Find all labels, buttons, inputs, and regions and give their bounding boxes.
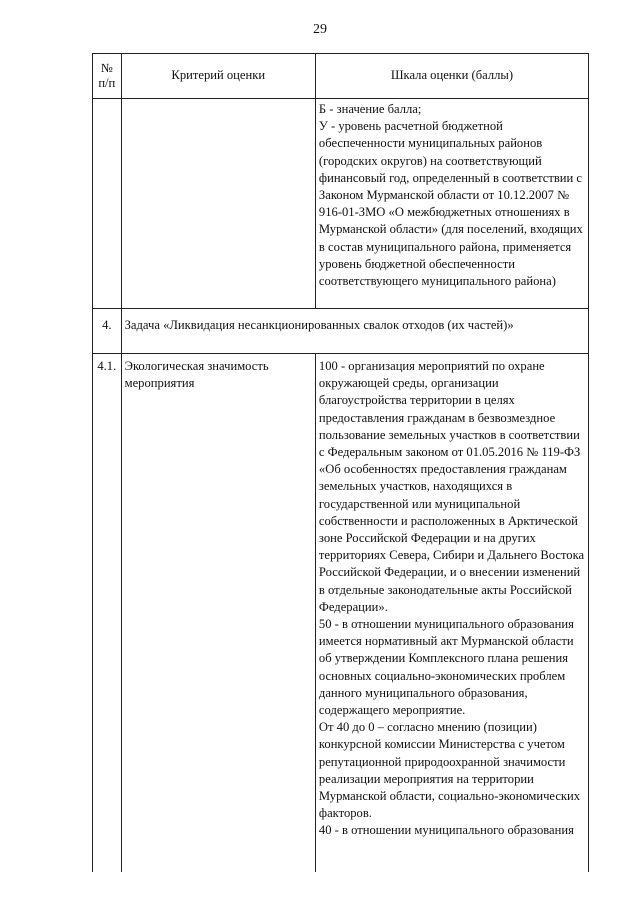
task-title: Задача «Ликвидация несанкционированных свалок отходов (их частей)» xyxy=(121,309,588,354)
scale-continuation-text: Б - значение балла; У - уровень расчетной бюджетной обеспеченности муниципальных районов (городских округов) на соответствующий финансовый год, определенный в соответствии с Законом Мурманской области от 10.12.2007 № 916-01-ЗМО «О межбюджетных отношениях в Мурманской области» (для поселений, входящих в состав муниципального района, применяется уровень бюджетной обеспеченности соответствующего муниципального района) xyxy=(318,102,583,289)
cell-criterion-empty xyxy=(121,99,315,309)
scale-paragraph: 50 - в отношении муниципального образования имеется нормативный акт Мурманской области об утверждении Комплексного плана решения основных социально-экономических проблем данного муниципального образования, содержащего мероприятие. xyxy=(318,617,574,718)
scale-paragraph: 40 - в отношении муниципального образования xyxy=(318,823,574,838)
criteria-table xyxy=(92,53,589,872)
cell-scale-continuation xyxy=(315,99,588,309)
header-criterion: Критерий оценки xyxy=(121,54,315,99)
header-num: № п/п xyxy=(93,54,122,99)
table-header-row xyxy=(93,54,589,99)
row-4-1-num: 4.1. xyxy=(93,354,122,873)
page-number: 29 xyxy=(313,22,327,37)
scale-paragraph: От 40 до 0 – согласно мнению (позиции) конкурсной комиссии Министерства с учетом репутационной природоохранной значимости реализации мероприятия на территории Мурманской области, социально-экономических факторов. xyxy=(318,720,581,821)
row-4-1-criterion: Экологическая значимость мероприятия xyxy=(121,354,315,873)
table-row-continuation xyxy=(93,99,589,309)
cell-num-empty xyxy=(93,99,122,309)
task-num: 4. xyxy=(93,309,122,354)
row-4-1-scale xyxy=(315,354,588,873)
scale-paragraph: 100 - организация мероприятий по охране окружающей среды, организации благоустройства территории в целях предоставления гражданам в безвозмездное пользование земельных участков в соответствии с Федеральным законом от 01.05.2016 № 119-ФЗ «Об особенностях предоставления гражданам земельных участков, находящихся в государственной или муниципальной собственности и расположенных в Арктической зоне Российской Федерации и на других территориях Севера, Сибири и Дальнего Востока Российской Федерации, и о внесении изменений в отдельные законодательные акты Российской Федерации». xyxy=(318,359,585,614)
header-scale: Шкала оценки (баллы) xyxy=(315,54,588,99)
table-row-4-1 xyxy=(93,354,589,873)
table-row-task xyxy=(93,309,589,354)
